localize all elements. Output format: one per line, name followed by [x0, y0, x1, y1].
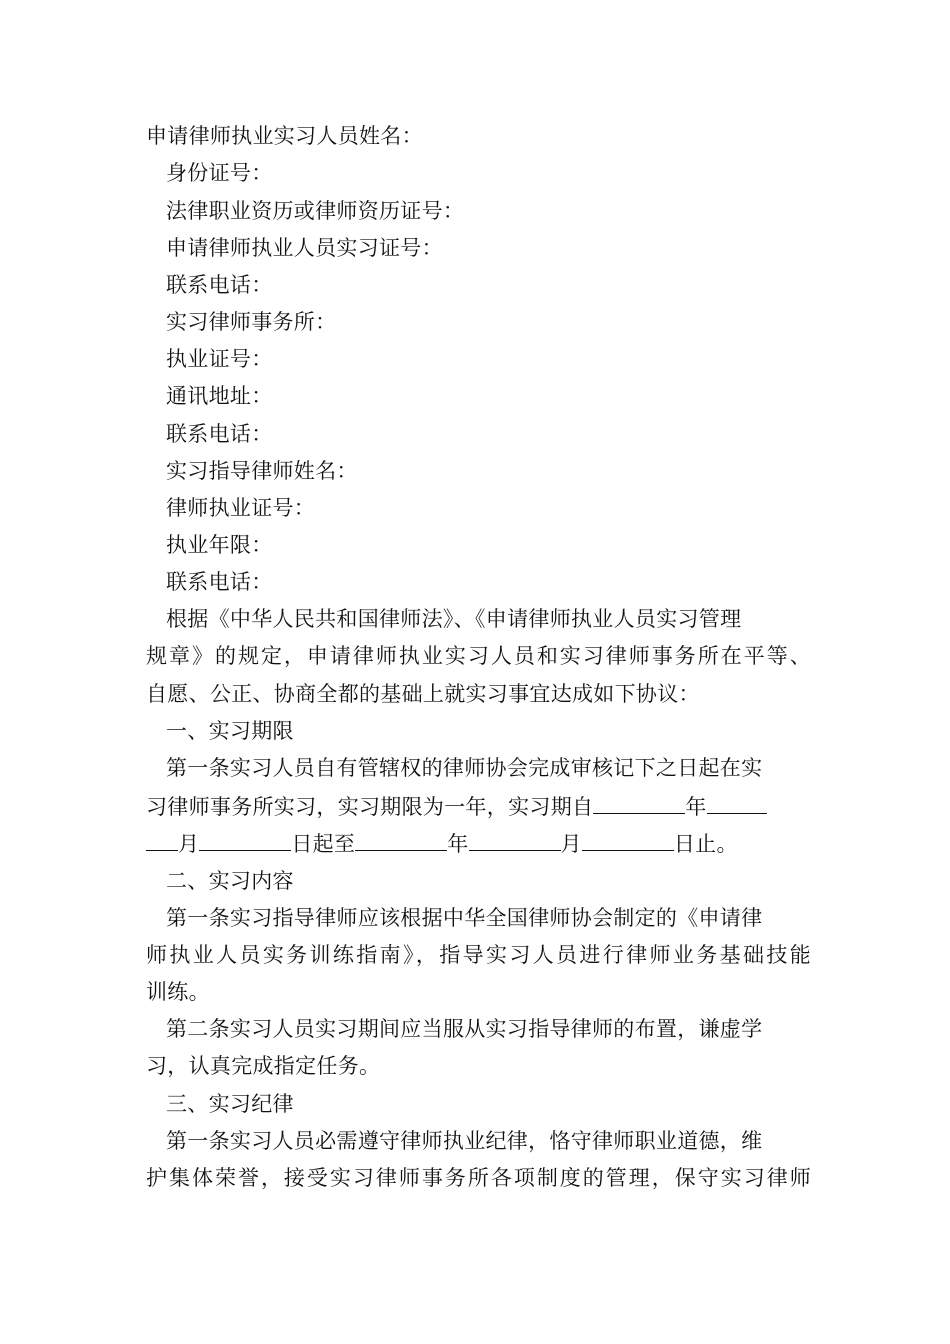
field-supervisor-license: 律师执业证号：	[166, 496, 316, 520]
start-day-blank	[199, 830, 291, 851]
field-applicant-phone: 联系电话：	[166, 273, 273, 297]
preamble-line: 自愿、公正、协商全都的基础上就实习事宜达成如下协议：	[146, 682, 700, 706]
article-line: 训练。	[146, 980, 210, 1004]
end-year-blank	[355, 830, 447, 851]
field-firm-address: 通讯地址：	[166, 384, 273, 408]
article-line: 第一条实习指导律师应该根据中华全国律师协会制定的《申请律	[166, 906, 763, 930]
field-practice-years: 执业年限：	[166, 533, 273, 557]
article-line: 护集体荣誉，接受实习律师事务所各项制度的管理，保守实习律师	[146, 1166, 811, 1190]
month-label: 月	[178, 832, 200, 856]
section-heading: 二、实习内容	[166, 869, 294, 893]
field-internship-cert: 申请律师执业人员实习证号：	[166, 236, 443, 260]
start-month-blank	[146, 830, 178, 851]
section-heading: 一、实习期限	[166, 719, 294, 743]
field-qualification-cert: 法律职业资历或律师资历证号：	[166, 199, 465, 223]
month-label: 月	[560, 832, 582, 856]
year-label: 年	[447, 832, 469, 856]
year-label: 年	[685, 795, 707, 819]
start-year-blank	[593, 793, 685, 814]
preamble-line: 根据《中华人民共和国律师法》、《申请律师执业人员实习管理	[166, 607, 742, 631]
end-day-blank	[582, 830, 674, 851]
field-applicant-name: 申请律师执业实习人员姓名：	[146, 124, 423, 148]
day-from-label: 日起至	[291, 832, 356, 856]
field-supervisor-phone: 联系电话：	[166, 570, 273, 594]
article-line: 第二条实习人员实习期间应当服从实习指导律师的布置，谦虚学	[166, 1017, 763, 1041]
field-id-number: 身份证号：	[166, 161, 273, 185]
end-month-blank	[469, 830, 561, 851]
article-line: 习，认真完成指定任务。	[146, 1054, 381, 1078]
day-to-label: 日止。	[673, 832, 738, 856]
article-line: 第一条实习人员必需遵守律师执业纪律，恪守律师职业道德，维	[166, 1129, 763, 1153]
field-law-firm: 实习律师事务所：	[166, 310, 337, 334]
article-line	[146, 830, 811, 856]
article-text: 习律师事务所实习，实习期限为一年，实习期自	[146, 795, 594, 819]
field-firm-phone: 联系电话：	[166, 422, 273, 446]
preamble-line: 规章》的规定，申请律师执业实习人员和实习律师事务所在平等、	[146, 644, 811, 668]
article-line: 师执业人员实务训练指南》，指导实习人员进行律师业务基础技能	[146, 943, 811, 967]
article-line: 第一条实习人员自有管辖权的律师协会完成审核记下之日起在实	[166, 756, 763, 780]
start-month-blank	[707, 793, 767, 814]
article-line	[146, 793, 811, 819]
field-supervisor-name: 实习指导律师姓名：	[166, 459, 358, 483]
field-firm-license: 执业证号：	[166, 347, 273, 371]
section-heading: 三、实习纪律	[166, 1092, 294, 1116]
